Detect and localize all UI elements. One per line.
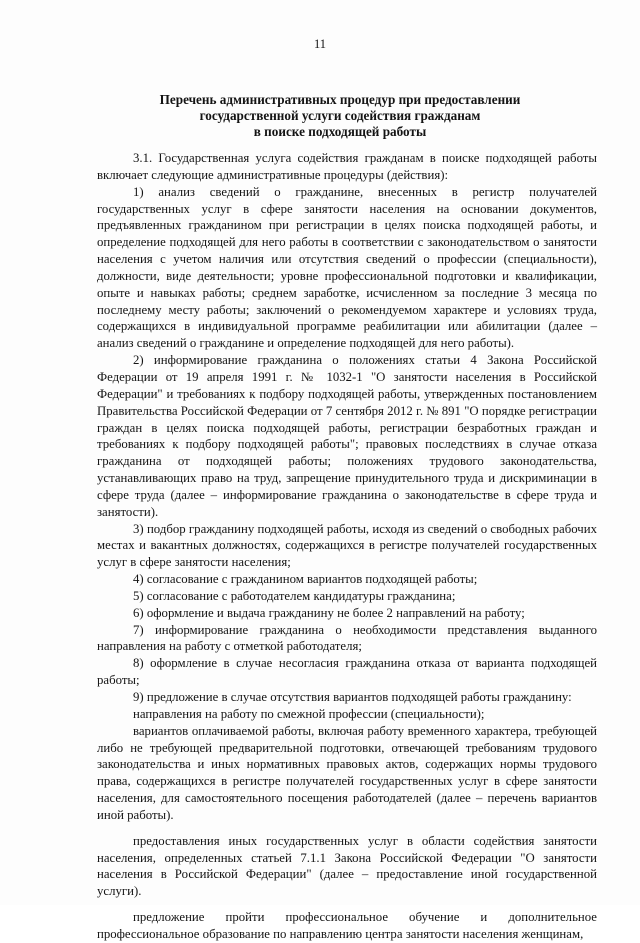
paragraph-item-7: 7) информирование гражданина о необходимости представления выданного направления на работу с отметкой работодателя; [97,622,597,654]
paragraph-item-2: 2) информирование гражданина о положениях статьи 4 Закона Российской Федерации от 19 апреля 1991 г. № 1032-1 "О занятости населения в Российской Федерации" и требованиях к подбору подходящей работы, утвержденных постановлением Правительства Российской Федерации от 7 сентября 2012 г. № 891 "О порядке регистрации граждан в целях поиска подходящей работы, регистрации безработных граждан и требованиях к подбору подходящей работы"; правовых последствиях в случае отказа гражданина от подходящей работы; положениях трудового законодательства, устанавливающих право на труд, запрещение принудительного труда и дискриминации в сфере труда (далее – информирование гражданина о законодательстве в сфере труда и занятости). [97,353,597,519]
paragraph-subitem-other-services: предоставления иных государственных услуг в области содействия занятости населения, определенных статьей 7.1.1 Закона Российской Федерации "О занятости населения в Российской Федерации" (далее – предоставление иной государственной услуги). [97,833,597,899]
paragraph-item-9: 9) предложение в случае отсутствия вариантов подходящей работы гражданину: [133,690,572,704]
page-number: 11 [313,37,327,51]
heading-line: в поиске подходящей работы [253,124,427,139]
paragraph-3-1: 3.1. Государственная услуга содействия гражданам в поиске подходящей работы включает следующие административные процедуры (действия): [97,151,597,182]
heading-line: государственной услуги содействия гражданам [199,108,481,123]
section-heading [90,92,590,140]
heading-line: Перечень административных процедур при предоставлении [159,92,521,107]
paragraph-subitem-adjacent-profession: направления на работу по смежной профессии (специальности); [133,706,485,721]
document-body [97,150,597,943]
paragraph-subitem-paid-work-variants: вариантов оплачиваемой работы, включая работу временного характера, требующей либо не требующей предварительной подготовки, отвечающей требованиям трудового законодательства и иных нормативных правовых актов, содержащих нормы трудового права, содержащихся в регистре получателей государственных услуг в сфере занятости населения, для самостоятельного посещения работодателей (далее – перечень вариантов иной работы). [97,723,597,822]
paragraph-subitem-training-offer: предложение пройти профессиональное обучение и дополнительное профессиональное образование по направлению центра занятости населения женщинам, [97,910,597,941]
paragraph-item-3: 3) подбор гражданину подходящей работы, исходя из сведений о свободных рабочих местах и вакантных должностях, содержащихся в регистре получателей государственных услуг в сфере занятости населения; [97,521,597,570]
paragraph-item-6: 6) оформление и выдача гражданину не более 2 направлений на работу; [133,605,525,620]
paragraph-item-4: 4) согласование с гражданином вариантов подходящей работы; [133,572,478,587]
paragraph-item-8: 8) оформление в случае несогласия гражданина отказа от варианта подходящей работы; [97,656,597,688]
paragraph-item-1: 1) анализ сведений о гражданине, внесенных в регистр получателей государственных услуг в сфере занятости населения на основании документов, предъявленных гражданином при регистрации в целях поиска подходящей работы, и определение подходящей для него работы в соответствии с законодательством о занятости населения с учетом наличия или отсутствия сведений о профессии (специальности), должности, виде деятельности; уровне профессиональной подготовки и квалификации, опыте и навыках работы; среднем заработке, исчисленном за последние 3 месяца по последнему месту работы; заключений о рекомендуемом характере и условиях труда, содержащихся в индивидуальной программе реабилитации или абилитации (далее – анализ сведений о гражданине и определение подходящей для него работы). [97,184,597,351]
paragraph-item-5: 5) согласование с работодателем кандидатуры гражданина; [133,588,456,603]
